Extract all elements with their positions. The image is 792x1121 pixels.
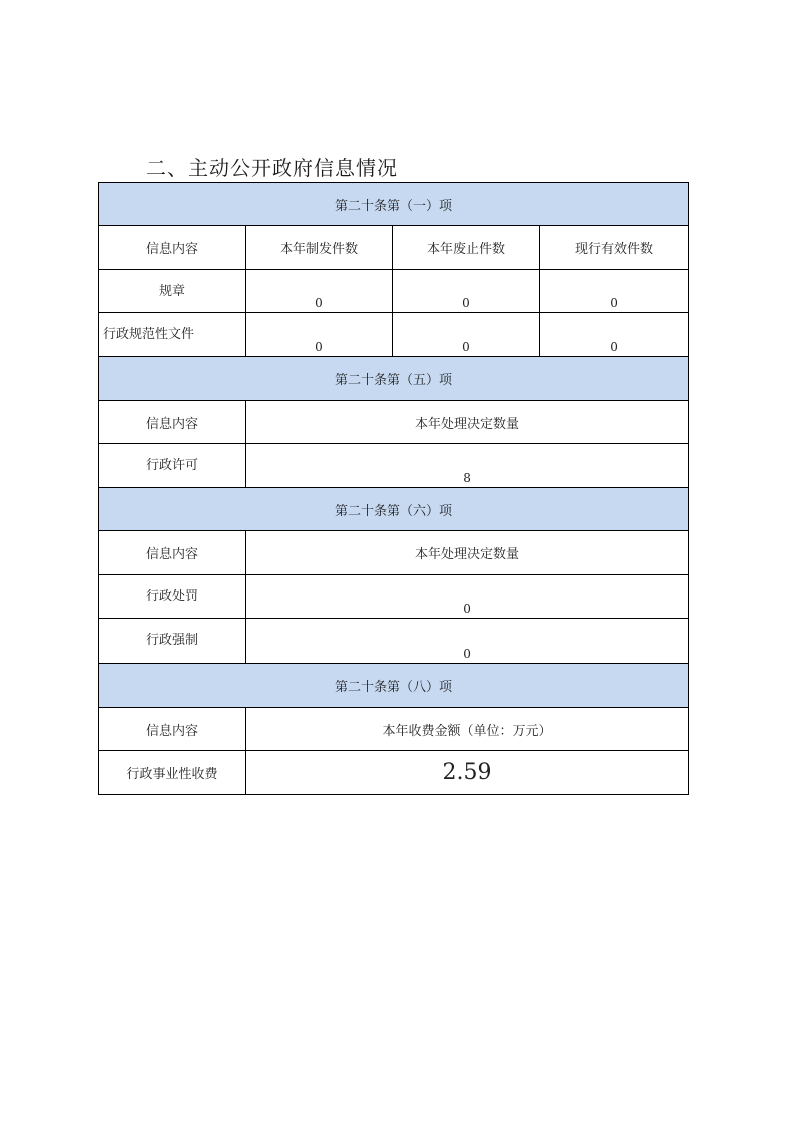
cell-value-text: 0 <box>462 296 470 310</box>
column-header: 本年处理决定数量 <box>246 401 689 444</box>
cell-value <box>246 619 689 664</box>
table-row <box>99 270 689 313</box>
column-header-row <box>99 226 689 270</box>
row-label <box>99 444 246 488</box>
cell-value <box>246 444 689 488</box>
column-header-row <box>99 401 689 444</box>
cell-value-text: 0 <box>462 340 470 354</box>
column-header: 本年处理决定数量 <box>246 531 689 575</box>
cell-value <box>393 313 540 357</box>
cell-value <box>540 270 689 313</box>
section-title: 第二十条第（八）项 <box>99 664 689 708</box>
cell-value <box>246 313 393 357</box>
column-header: 本年废止件数 <box>393 226 540 270</box>
section-title: 第二十条第（五）项 <box>99 357 689 401</box>
table-row <box>99 313 689 357</box>
row-label-text: 行政处罚 <box>145 589 198 604</box>
fee-amount: 2.59 <box>246 751 689 795</box>
cell-value <box>246 270 393 313</box>
column-header: 信息内容 <box>99 531 246 575</box>
row-label: 行政事业性收费 <box>99 751 246 795</box>
column-header: 本年收费金额（单位：万元） <box>246 708 689 751</box>
cell-value-text: 0 <box>610 296 618 310</box>
cell-value <box>246 575 689 619</box>
section-header-row <box>99 664 689 708</box>
section-header-row <box>99 488 689 531</box>
row-label <box>99 575 246 619</box>
column-header: 信息内容 <box>99 401 246 444</box>
column-header: 信息内容 <box>99 226 246 270</box>
row-label-text: 行政规范性文件 <box>103 327 195 342</box>
table-row <box>99 444 689 488</box>
section-title: 第二十条第（一）项 <box>99 183 689 226</box>
cell-value <box>540 313 689 357</box>
cell-value-text: 0 <box>463 647 471 661</box>
row-label-text: 规章 <box>158 284 185 299</box>
column-header: 信息内容 <box>99 708 246 751</box>
section-header-row <box>99 357 689 401</box>
column-header-row <box>99 531 689 575</box>
cell-value-text: 0 <box>315 340 323 354</box>
column-header: 本年制发件数 <box>246 226 393 270</box>
cell-value-text: 0 <box>463 602 471 616</box>
row-label <box>99 270 246 313</box>
section-header-row <box>99 183 689 226</box>
info-disclosure-table <box>98 182 689 795</box>
column-header-row <box>99 708 689 751</box>
row-label <box>99 619 246 664</box>
row-label-text: 行政许可 <box>145 458 198 473</box>
table-row <box>99 751 689 795</box>
cell-value <box>393 270 540 313</box>
cell-value-text: 8 <box>463 471 471 485</box>
section-heading: 二、主动公开政府信息情况 <box>146 156 398 180</box>
row-label <box>99 313 246 357</box>
section-title: 第二十条第（六）项 <box>99 488 689 531</box>
table-row <box>99 575 689 619</box>
table-row <box>99 619 689 664</box>
cell-value-text: 0 <box>610 340 618 354</box>
column-header: 现行有效件数 <box>540 226 689 270</box>
cell-value-text: 0 <box>315 296 323 310</box>
row-label-text: 行政强制 <box>145 633 198 648</box>
